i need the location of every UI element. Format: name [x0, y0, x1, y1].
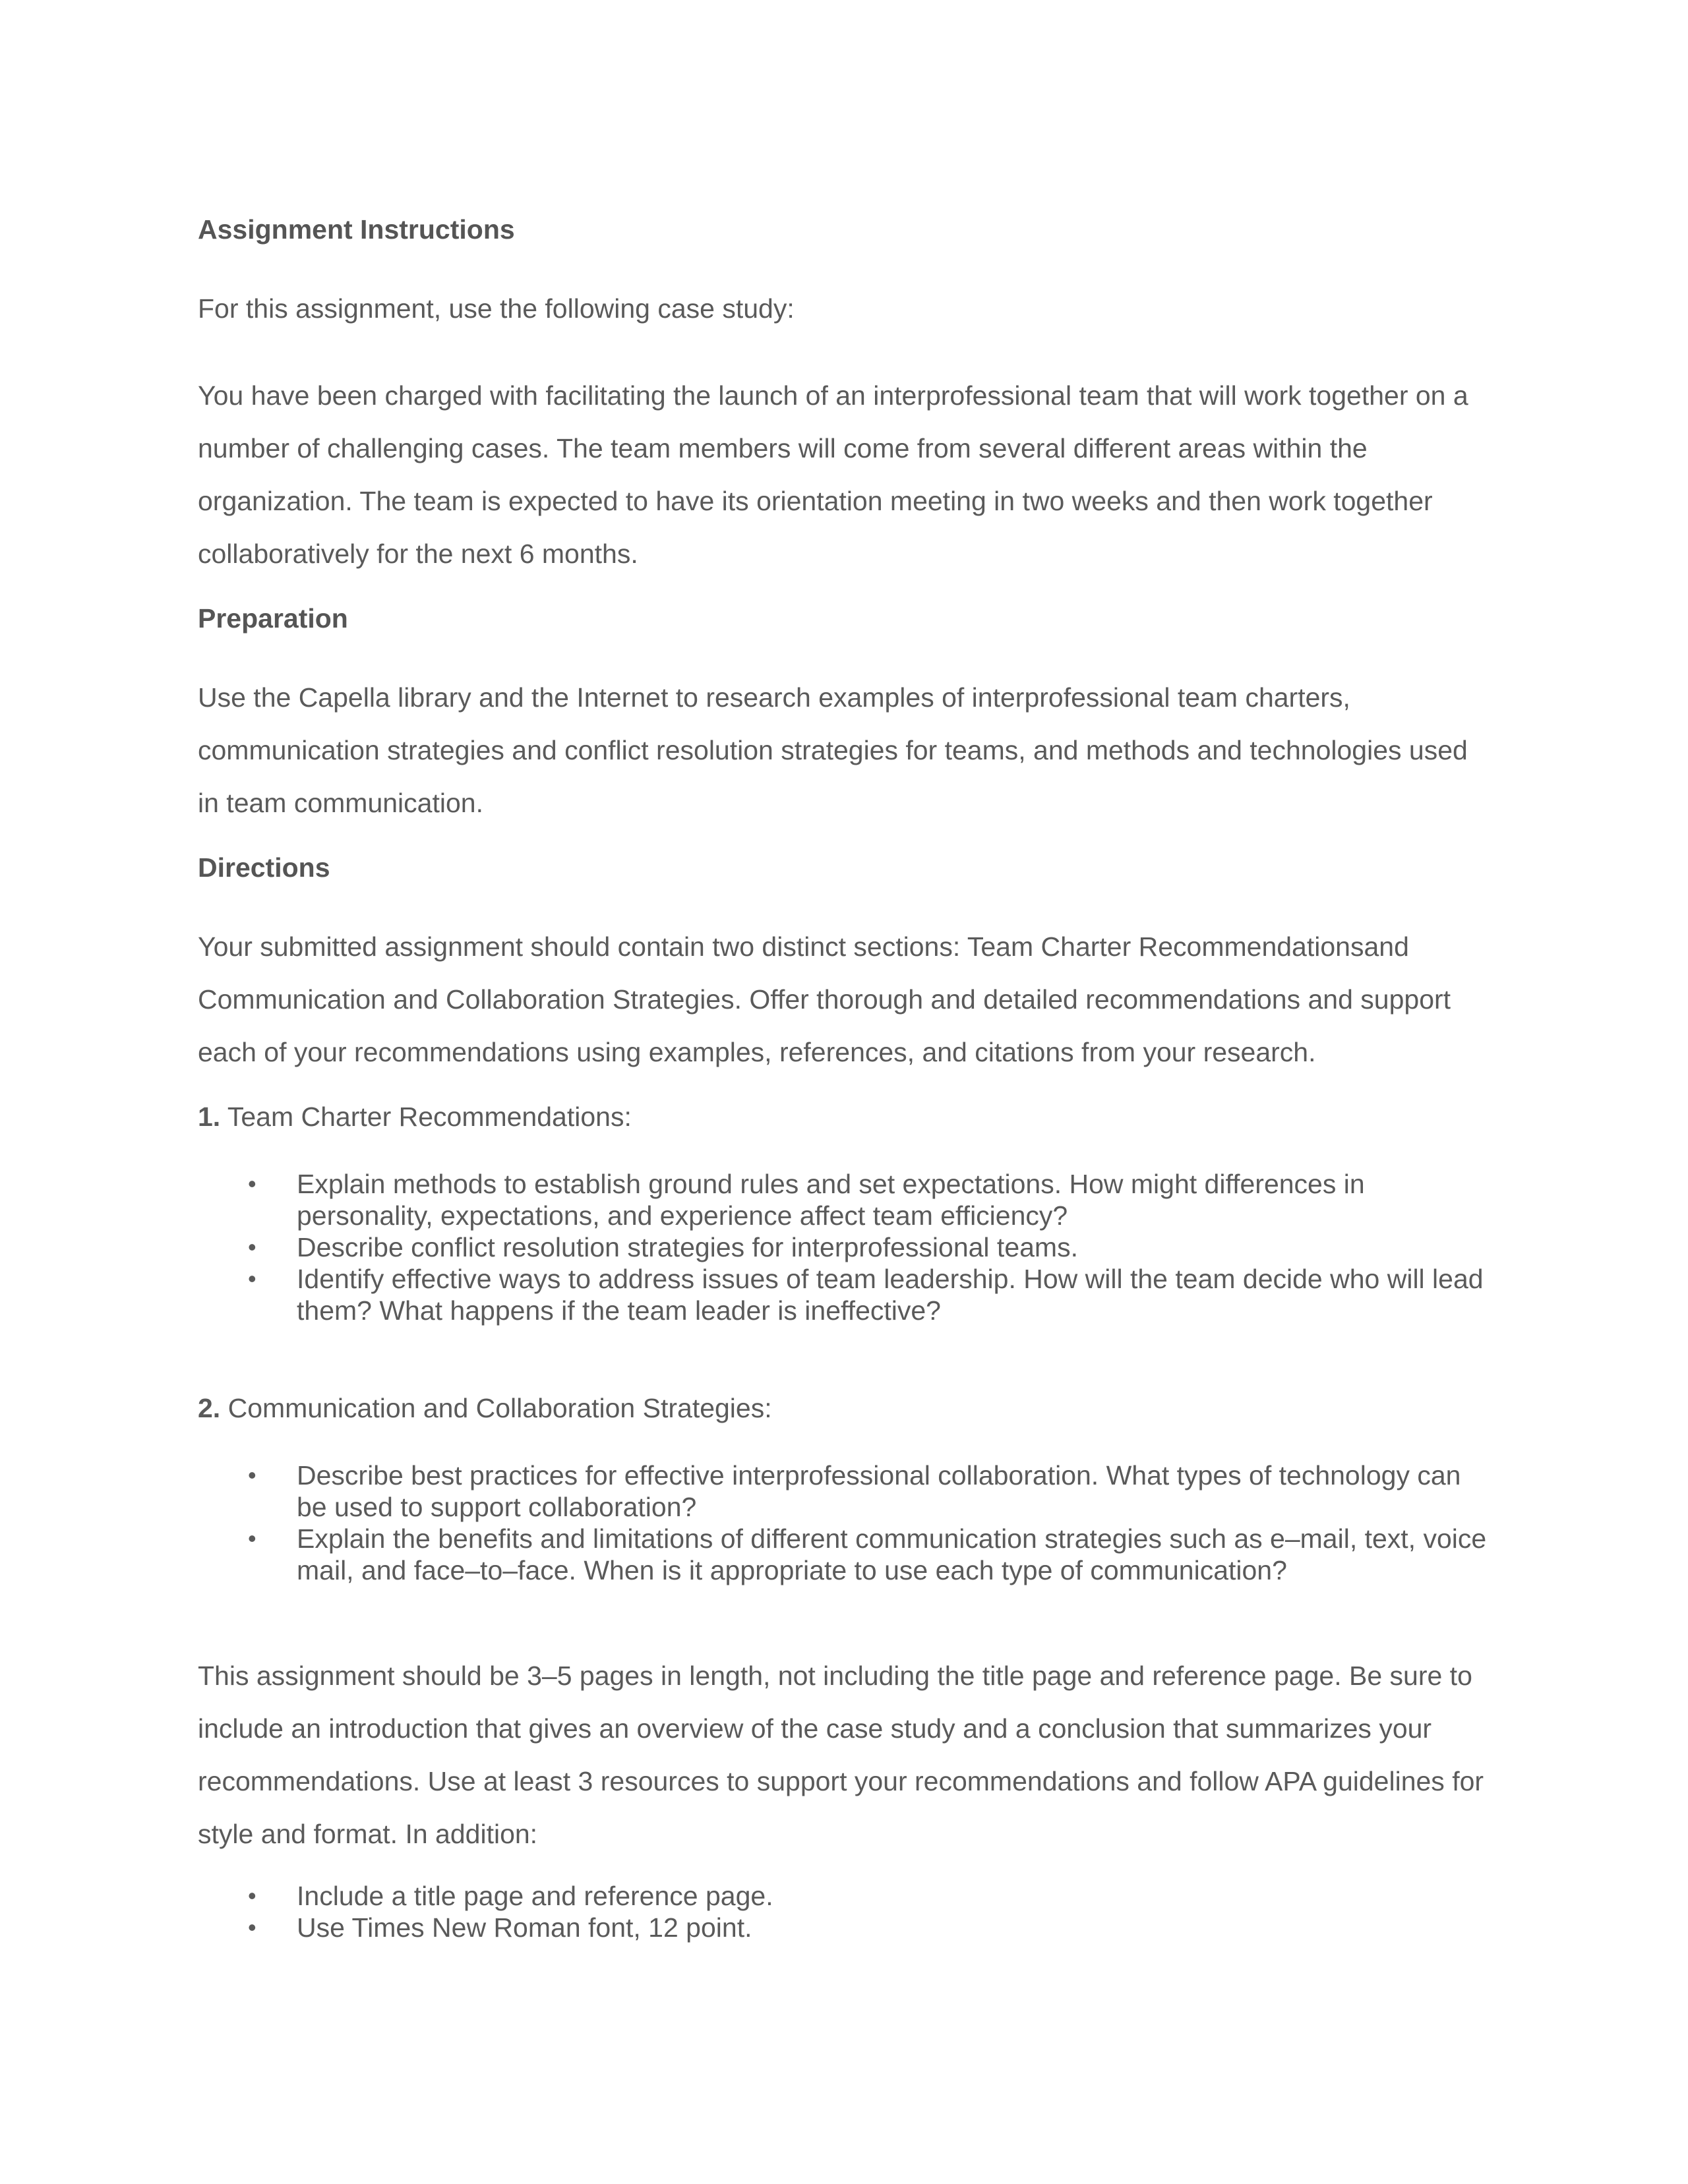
list-item-text: Describe best practices for effective interprofessional collaboration. What types of technology can be used to support collaboration?	[297, 1460, 1461, 1522]
section1-bullet-list	[198, 1168, 1490, 1326]
section1-title: Team Charter Recommendations:	[227, 1102, 632, 1132]
bullet-icon: •	[248, 1525, 256, 1552]
document-title: Assignment Instructions	[198, 214, 515, 245]
section2-title: Communication and Collaboration Strategies:	[227, 1393, 772, 1423]
list-item-text: Include a title page and reference page.	[297, 1881, 773, 1911]
section2-heading	[198, 1390, 1490, 1427]
preparation-heading: Preparation	[198, 603, 348, 634]
document-page	[198, 211, 1490, 1943]
directions-paragraph: Your submitted assignment should contain two distinct sections: Team Charter Recommendationsand Communication and Collaboration Strategies. Offer thorough and detailed recommendations and support each of your recommendations using examples, references, and citations from your research.	[198, 931, 1451, 1067]
intro-paragraph: For this assignment, use the following case study:	[198, 293, 795, 324]
list-item	[198, 1263, 1490, 1326]
list-item-text: Describe conflict resolution strategies for interprofessional teams.	[297, 1232, 1078, 1262]
section2-bullet-list	[198, 1460, 1490, 1586]
list-item	[198, 1168, 1490, 1231]
list-item	[198, 1523, 1490, 1586]
case-study-paragraph: You have been charged with facilitating the launch of an interprofessional team that will work together on a number of challenging cases. The team members will come from several different areas within the organization. The team is expected to have its orientation meeting in two weeks and then work together collaboratively for the next 6 months.	[198, 380, 1468, 569]
bullet-icon: •	[248, 1914, 256, 1941]
list-item	[198, 1231, 1490, 1263]
bullet-icon: •	[248, 1882, 256, 1909]
bullet-icon: •	[248, 1461, 256, 1489]
list-item	[198, 1460, 1490, 1523]
bullet-icon: •	[248, 1233, 256, 1260]
list-item-text: Explain methods to establish ground rules and set expectations. How might differences in personality, expectations, and experience affect team efficiency?	[297, 1169, 1365, 1231]
list-item-text: Identify effective ways to address issues of team leadership. How will the team decide who will lead them? What happens if the team leader is ineffective?	[297, 1264, 1484, 1326]
directions-heading: Directions	[198, 852, 330, 883]
section2-number: 2.	[198, 1393, 221, 1423]
section1-heading	[198, 1098, 1490, 1135]
preparation-paragraph: Use the Capella library and the Internet to research examples of interprofessional team charters, communication strategies and conflict resolution strategies for teams, and methods and technologies used in team communication.	[198, 682, 1468, 818]
final-bullet-list	[198, 1880, 1490, 1943]
list-item	[198, 1880, 1490, 1912]
bullet-icon: •	[248, 1170, 256, 1197]
bullet-icon: •	[248, 1265, 256, 1292]
list-item	[198, 1912, 1490, 1943]
list-item-text: Use Times New Roman font, 12 point.	[297, 1912, 752, 1943]
section1-number: 1.	[198, 1102, 221, 1132]
list-item-text: Explain the benefits and limitations of different communication strategies such as e–mail, text, voice mail, and face–to–face. When is it appropriate to use each type of communication?	[297, 1523, 1487, 1585]
length-paragraph: This assignment should be 3–5 pages in length, not including the title page and reference page. Be sure to include an introduction that gives an overview of the case study and a conclusion that summarizes your recommendations. Use at least 3 resources to support your recommendations and follow APA guidelines for style and format. In addition:	[198, 1661, 1484, 1849]
